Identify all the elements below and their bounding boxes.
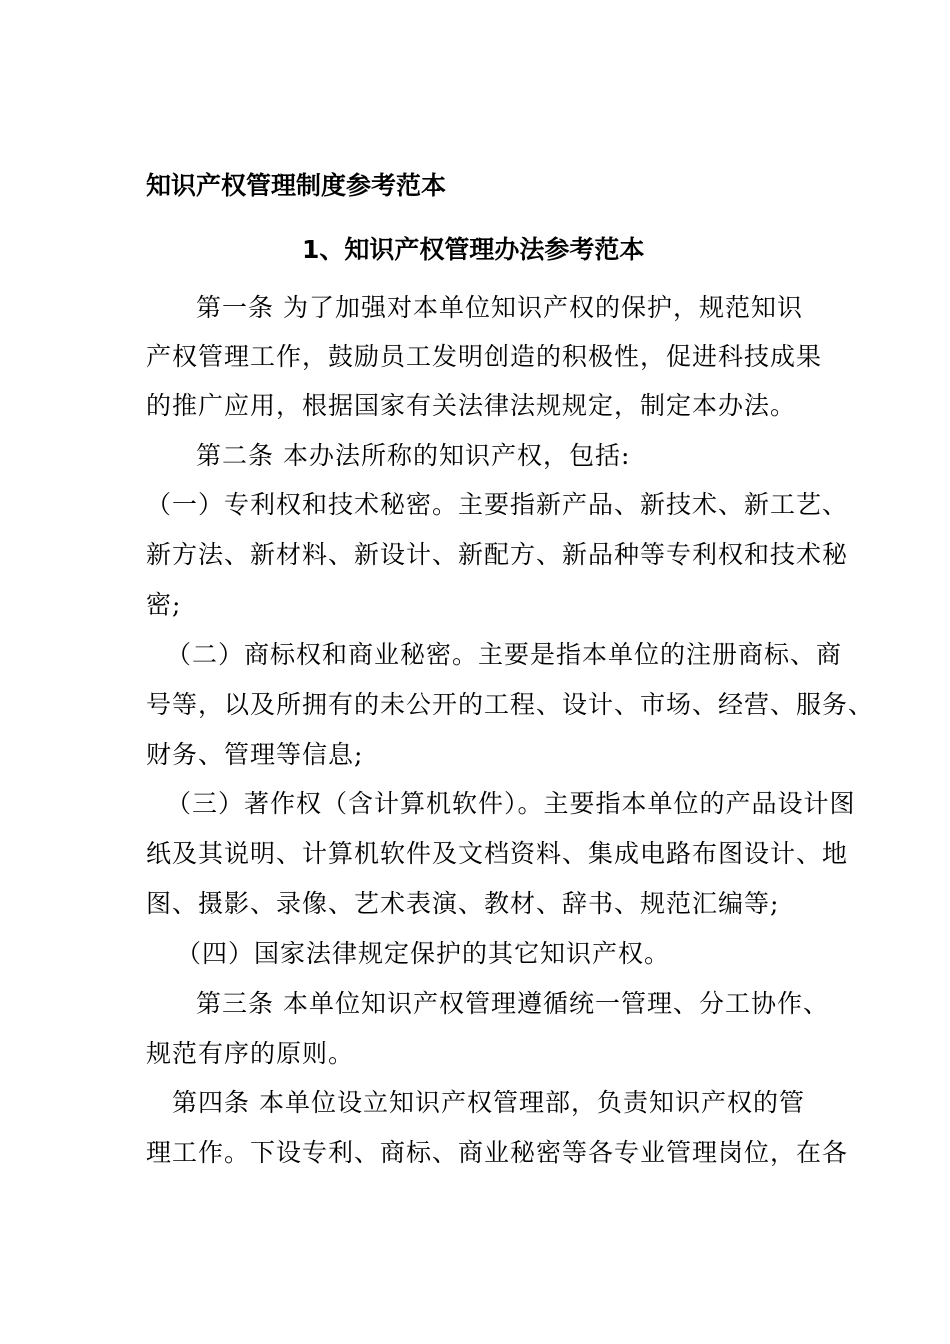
paragraph-line: 第二条 本办法所称的知识产权，包括: — [196, 441, 631, 470]
paragraph-line: 密; — [146, 590, 182, 619]
paragraph-line: 的推广应用，根据国家有关法律法规规定，制定本办法。 — [146, 391, 797, 420]
paragraph-line: 产权管理工作，鼓励员工发明创造的积极性，促进科技成果 — [146, 342, 823, 371]
paragraph-line: 纸及其说明、计算机软件及文档资料、集成电路布图设计、地 — [146, 839, 849, 868]
paragraph-line: 第三条 本单位知识产权管理遵循统一管理、分工协作、 — [196, 989, 829, 1018]
paragraph-line: 第四条 本单位设立知识产权管理部，负责知识产权的管 — [172, 1088, 805, 1117]
paragraph-line: （三）著作权（含计算机软件）。主要指本单位的产品设计图 — [166, 789, 856, 818]
document-subtitle: 1、知识产权管理办法参考范本 — [302, 235, 645, 264]
document-title: 知识产权管理制度参考范本 — [146, 171, 447, 200]
paragraph-line: （四）国家法律规定保护的其它知识产权。 — [176, 939, 671, 968]
paragraph-line: 理工作。下设专利、商标、商业秘密等各专业管理岗位，在各 — [146, 1138, 849, 1167]
paragraph-line: （二）商标权和商业秘密。主要是指本单位的注册商标、商 — [166, 640, 843, 669]
paragraph-line: 财务、管理等信息; — [146, 740, 364, 769]
paragraph-line: 号等，以及所拥有的未公开的工程、设计、市场、经营、服务、 — [146, 690, 875, 719]
paragraph-line: 图、摄影、录像、艺术表演、教材、辞书、规范汇编等; — [146, 889, 780, 918]
paragraph-line: 新方法、新材料、新设计、新配方、新品种等专利权和技术秘 — [146, 540, 849, 569]
paragraph-line: （一）专利权和技术秘密。主要指新产品、新技术、新工艺、 — [146, 490, 849, 519]
paragraph-line: 第一条 为了加强对本单位知识产权的保护，规范知识 — [196, 293, 803, 322]
paragraph-line: 规范有序的原则。 — [146, 1039, 355, 1068]
